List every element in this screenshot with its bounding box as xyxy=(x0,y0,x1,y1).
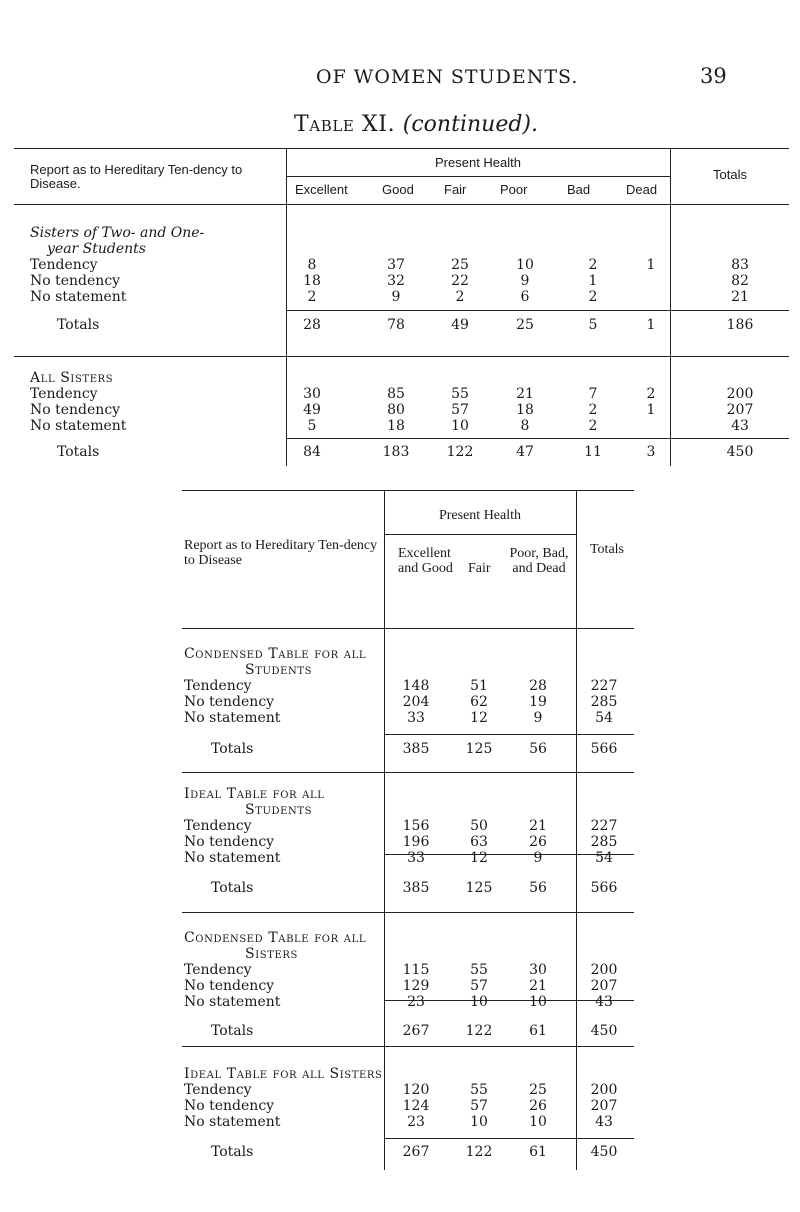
cell-fair: 10 xyxy=(470,1114,488,1130)
cell-excellent: 8 xyxy=(307,257,317,273)
table2-col-fair: Fair xyxy=(468,561,491,576)
cell-good: 78 xyxy=(387,317,405,333)
totals-label: Totals xyxy=(211,1144,254,1160)
cell-poor: 8 xyxy=(520,418,530,434)
row-label: Tendency xyxy=(184,962,252,978)
totals-label: Totals xyxy=(57,317,100,333)
cell-fair: 49 xyxy=(451,317,469,333)
cell-poor: 47 xyxy=(516,444,534,460)
row-label: No tendency xyxy=(184,694,275,710)
cell-excellent: 28 xyxy=(303,317,321,333)
cell-poor: 6 xyxy=(520,289,530,305)
cell-fair: 25 xyxy=(451,257,469,273)
cell-poor-bad-dead: 10 xyxy=(529,1114,547,1130)
table-title-main: Table XI. xyxy=(294,112,403,137)
cell-excellent-good: 120 xyxy=(402,1082,430,1098)
section-title: Ideal Table for all xyxy=(184,786,325,802)
table1-totals-header: Totals xyxy=(713,167,747,182)
cell-excellent: 84 xyxy=(303,444,321,460)
cell-fair: 55 xyxy=(470,962,488,978)
cell-total: 207 xyxy=(726,402,754,418)
cell-bad: 11 xyxy=(584,444,602,460)
cell-poor: 18 xyxy=(516,402,534,418)
table1-col-bad: Bad xyxy=(567,182,591,197)
cell-bad: 7 xyxy=(588,386,598,402)
table1-totals-rule xyxy=(286,310,789,311)
totals-label: Totals xyxy=(211,880,254,896)
cell-total: 200 xyxy=(590,962,618,978)
cell-good: 183 xyxy=(382,444,410,460)
cell-poor-bad-dead: 26 xyxy=(529,834,547,850)
table2-stub-header: Report as to Hereditary Ten-dency to Disease xyxy=(184,538,378,568)
section-title: year Students xyxy=(47,241,146,257)
table2-section-rule xyxy=(182,912,634,913)
cell-good: 32 xyxy=(387,273,405,289)
table1-col-dead: Dead xyxy=(626,182,658,197)
cell-poor-bad-dead: 21 xyxy=(529,978,547,994)
cell-good: 37 xyxy=(387,257,405,273)
cell-total: 200 xyxy=(590,1082,618,1098)
cell-excellent: 2 xyxy=(307,289,317,305)
table1-vrule xyxy=(670,204,671,356)
cell-poor-bad-dead: 30 xyxy=(529,962,547,978)
cell-total: 285 xyxy=(590,694,618,710)
cell-good: 9 xyxy=(391,289,401,305)
running-head: OF WOMEN STUDENTS. xyxy=(316,66,579,88)
table2-col-poor-bad-dead: Poor, Bad, and Dead xyxy=(509,546,569,576)
cell-excellent: 30 xyxy=(303,386,321,402)
cell-excellent: 5 xyxy=(307,418,317,434)
row-label: No tendency xyxy=(30,273,121,289)
cell-poor-bad-dead: 9 xyxy=(533,710,543,726)
cell-fair: 10 xyxy=(470,994,488,1010)
cell-dead: 2 xyxy=(646,386,656,402)
table1-vrule xyxy=(670,148,671,204)
cell-total: 227 xyxy=(590,818,618,834)
table2-col-excellent-and-good: Excellent and Good xyxy=(398,546,453,576)
table2-vrule xyxy=(576,912,577,1046)
cell-poor: 21 xyxy=(516,386,534,402)
cell-poor-bad-dead: 28 xyxy=(529,678,547,694)
table2-vrule xyxy=(384,772,385,912)
table2-vrule xyxy=(576,490,577,628)
cell-fair: 55 xyxy=(470,1082,488,1098)
cell-excellent-good: 204 xyxy=(402,694,430,710)
cell-fair: 12 xyxy=(470,850,488,866)
cell-total: 227 xyxy=(590,678,618,694)
cell-fair: 63 xyxy=(470,834,488,850)
cell-excellent-good: 267 xyxy=(402,1023,430,1039)
cell-fair: 125 xyxy=(465,741,493,757)
cell-good: 80 xyxy=(387,402,405,418)
cell-total: 43 xyxy=(595,1114,613,1130)
cell-fair: 122 xyxy=(465,1144,493,1160)
cell-excellent-good: 148 xyxy=(402,678,430,694)
cell-poor: 25 xyxy=(516,317,534,333)
cell-excellent-good: 196 xyxy=(402,834,430,850)
cell-excellent-good: 385 xyxy=(402,741,430,757)
cell-excellent-good: 33 xyxy=(407,710,425,726)
cell-bad: 2 xyxy=(588,257,598,273)
cell-total: 21 xyxy=(731,289,749,305)
cell-fair: 57 xyxy=(470,978,488,994)
table1-totals-rule xyxy=(286,438,789,439)
table2-vrule xyxy=(576,772,577,912)
table2-vrule xyxy=(576,628,577,772)
row-label: No tendency xyxy=(184,1098,275,1114)
cell-total: 54 xyxy=(595,850,613,866)
cell-total: 83 xyxy=(731,257,749,273)
cell-poor: 10 xyxy=(516,257,534,273)
row-label: Tendency xyxy=(30,257,98,273)
cell-excellent-good: 23 xyxy=(407,1114,425,1130)
section-title: Sisters of Two- and One- xyxy=(30,225,205,241)
cell-total: 566 xyxy=(590,741,618,757)
row-label: No statement xyxy=(30,289,127,305)
cell-excellent-good: 115 xyxy=(402,962,430,978)
cell-dead: 1 xyxy=(646,402,656,418)
cell-good: 85 xyxy=(387,386,405,402)
totals-label: Totals xyxy=(57,444,100,460)
cell-dead: 3 xyxy=(646,444,656,460)
section-title: Students xyxy=(245,662,313,678)
cell-poor-bad-dead: 9 xyxy=(533,850,543,866)
cell-fair: 22 xyxy=(451,273,469,289)
table2-present-health-header: Present Health xyxy=(438,508,522,523)
cell-excellent-good: 385 xyxy=(402,880,430,896)
row-label: Tendency xyxy=(184,678,252,694)
table2-header-rule xyxy=(182,628,634,629)
cell-poor-bad-dead: 56 xyxy=(529,880,547,896)
row-label: No statement xyxy=(184,994,281,1010)
cell-total: 450 xyxy=(590,1144,618,1160)
table2-vrule xyxy=(576,1046,577,1170)
totals-label: Totals xyxy=(211,1023,254,1039)
table2-group-rule xyxy=(384,534,576,535)
cell-fair: 12 xyxy=(470,710,488,726)
row-label: No tendency xyxy=(30,402,121,418)
cell-total: 43 xyxy=(731,418,749,434)
cell-dead: 1 xyxy=(646,257,656,273)
cell-fair: 55 xyxy=(451,386,469,402)
cell-bad: 1 xyxy=(588,273,598,289)
row-label: Tendency xyxy=(30,386,98,402)
cell-total: 82 xyxy=(731,273,749,289)
cell-total: 285 xyxy=(590,834,618,850)
cell-poor-bad-dead: 10 xyxy=(529,994,547,1010)
table1-stub-header: Report as to Hereditary Ten-dency to Disease. xyxy=(30,162,243,191)
table1-col-fair: Fair xyxy=(444,182,467,197)
row-label: No tendency xyxy=(184,834,275,850)
cell-total: 450 xyxy=(726,444,754,460)
cell-excellent-good: 129 xyxy=(402,978,430,994)
cell-excellent: 49 xyxy=(303,402,321,418)
cell-poor-bad-dead: 21 xyxy=(529,818,547,834)
cell-excellent-good: 267 xyxy=(402,1144,430,1160)
section-title: Condensed Table for all xyxy=(184,930,367,946)
row-label: No statement xyxy=(184,1114,281,1130)
cell-total: 200 xyxy=(726,386,754,402)
table2-vrule xyxy=(384,1046,385,1170)
row-label: No statement xyxy=(30,418,127,434)
table1-section-rule xyxy=(14,356,789,357)
cell-total: 186 xyxy=(726,317,754,333)
table1-vrule xyxy=(286,356,287,466)
cell-excellent-good: 156 xyxy=(402,818,430,834)
table1-col-good: Good xyxy=(382,182,414,197)
cell-fair: 122 xyxy=(465,1023,493,1039)
cell-fair: 57 xyxy=(451,402,469,418)
table2-totals-header: Totals xyxy=(589,542,624,557)
table-title xyxy=(294,112,538,137)
row-label: No tendency xyxy=(184,978,275,994)
section-title: Ideal Table for all Sisters xyxy=(184,1066,383,1082)
page-number: 39 xyxy=(700,64,727,88)
cell-fair: 10 xyxy=(451,418,469,434)
row-label: Tendency xyxy=(184,1082,252,1098)
table2-section-rule xyxy=(182,1046,634,1047)
cell-fair: 62 xyxy=(470,694,488,710)
section-title: Condensed Table for all xyxy=(184,646,367,662)
cell-fair: 50 xyxy=(470,818,488,834)
section-title: Sisters xyxy=(245,946,298,962)
cell-total: 43 xyxy=(595,994,613,1010)
table1-col-excellent: Excellent xyxy=(295,182,348,197)
table2-vrule xyxy=(384,628,385,772)
cell-excellent-good: 23 xyxy=(407,994,425,1010)
table1-header-rule xyxy=(14,204,789,205)
table2-totals-rule xyxy=(384,1138,634,1139)
table2-totals-rule xyxy=(384,734,634,735)
row-label: Tendency xyxy=(184,818,252,834)
table1-group-rule xyxy=(286,176,670,177)
cell-poor-bad-dead: 61 xyxy=(529,1023,547,1039)
cell-total: 566 xyxy=(590,880,618,896)
cell-bad: 2 xyxy=(588,289,598,305)
cell-fair: 51 xyxy=(470,678,488,694)
totals-label: Totals xyxy=(211,741,254,757)
cell-poor-bad-dead: 19 xyxy=(529,694,547,710)
cell-bad: 2 xyxy=(588,402,598,418)
cell-poor-bad-dead: 56 xyxy=(529,741,547,757)
table2-vrule xyxy=(384,912,385,1046)
row-label: No statement xyxy=(184,710,281,726)
table2-section-rule xyxy=(182,772,634,773)
table1-vrule xyxy=(286,204,287,356)
table-title-continued: (continued). xyxy=(402,112,538,137)
cell-poor-bad-dead: 25 xyxy=(529,1082,547,1098)
cell-bad: 5 xyxy=(588,317,598,333)
table1-top-rule xyxy=(14,148,789,149)
cell-dead: 1 xyxy=(646,317,656,333)
cell-total: 207 xyxy=(590,1098,618,1114)
cell-excellent: 18 xyxy=(303,273,321,289)
section-title: Students xyxy=(245,802,313,818)
cell-total: 450 xyxy=(590,1023,618,1039)
cell-excellent-good: 33 xyxy=(407,850,425,866)
cell-fair: 125 xyxy=(465,880,493,896)
cell-total: 54 xyxy=(595,710,613,726)
cell-poor-bad-dead: 61 xyxy=(529,1144,547,1160)
table1-col-poor: Poor xyxy=(500,182,528,197)
cell-good: 18 xyxy=(387,418,405,434)
table1-present-health-header: Present Health xyxy=(435,155,521,170)
cell-fair: 2 xyxy=(455,289,465,305)
cell-fair: 122 xyxy=(446,444,474,460)
table2-top-rule xyxy=(182,490,634,491)
cell-excellent-good: 124 xyxy=(402,1098,430,1114)
cell-fair: 57 xyxy=(470,1098,488,1114)
cell-total: 207 xyxy=(590,978,618,994)
cell-poor-bad-dead: 26 xyxy=(529,1098,547,1114)
section-title: All Sisters xyxy=(30,370,114,386)
row-label: No statement xyxy=(184,850,281,866)
cell-bad: 2 xyxy=(588,418,598,434)
cell-poor: 9 xyxy=(520,273,530,289)
